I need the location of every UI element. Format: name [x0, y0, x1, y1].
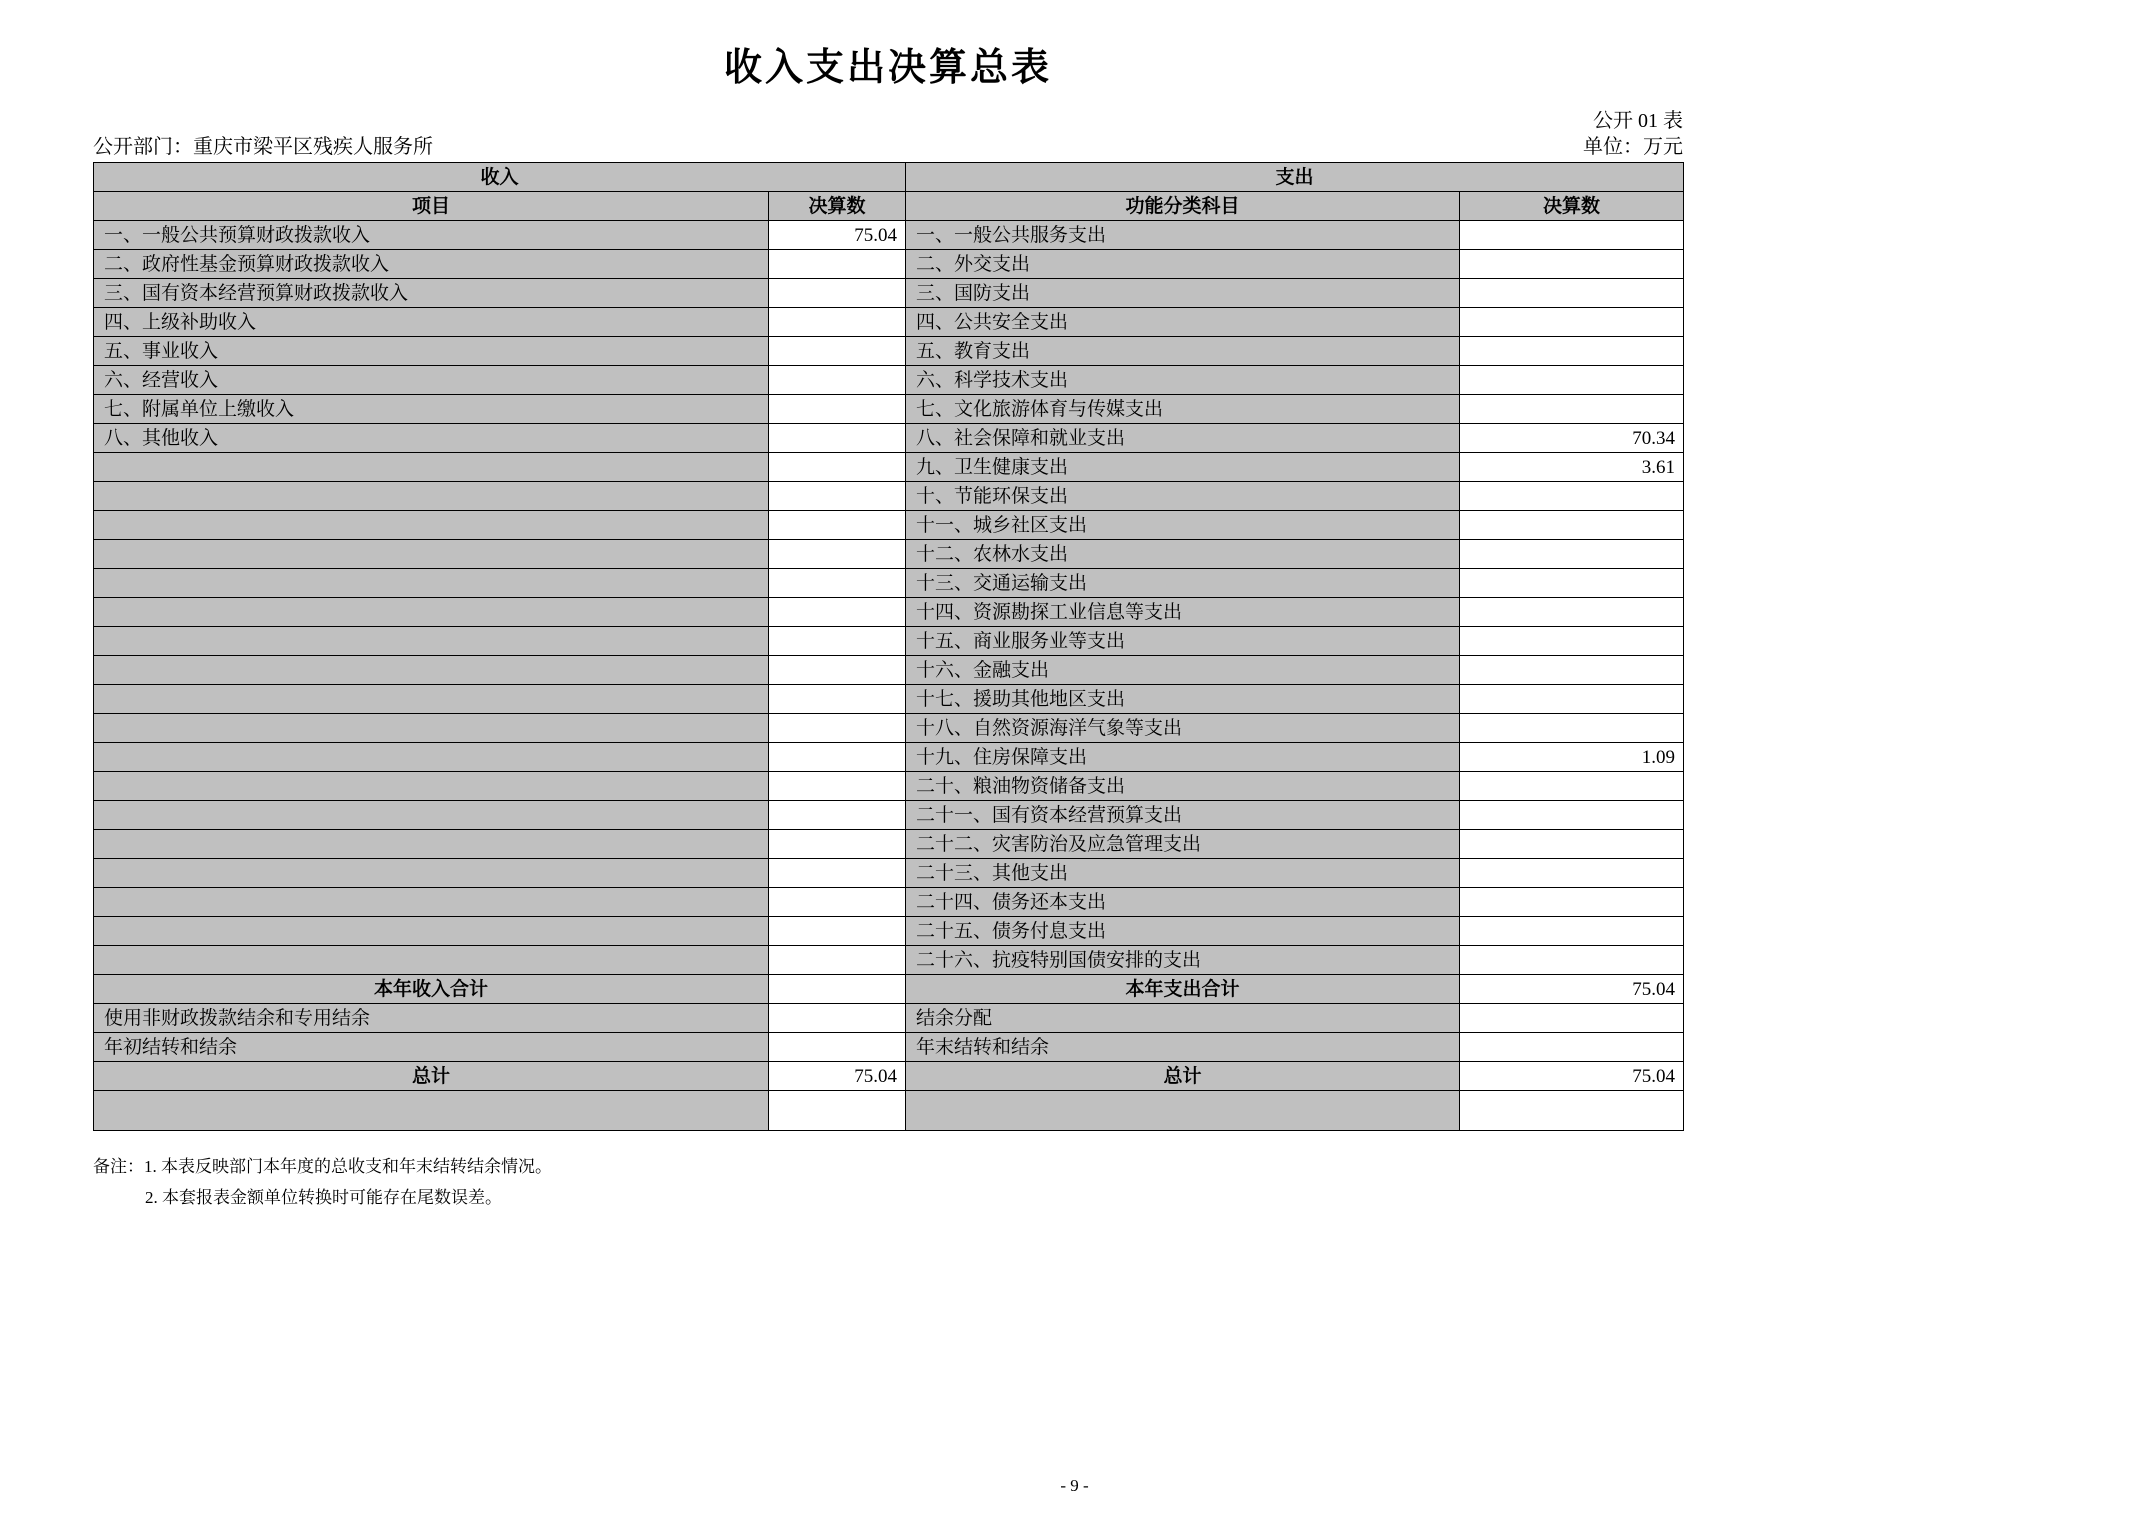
expense-item-cell: 九、卫生健康支出 [906, 453, 1460, 482]
income-amount-cell [769, 569, 906, 598]
income-item-cell [94, 772, 769, 801]
income-amount-cell [769, 685, 906, 714]
page-title: 收入支出决算总表 [723, 47, 1052, 89]
income-amount-cell [769, 830, 906, 859]
unit-label: 单位：万元 [1583, 136, 1683, 158]
expense-item-cell: 二、外交支出 [906, 250, 1460, 279]
expense-item-cell: 十八、自然资源海洋气象等支出 [906, 714, 1460, 743]
expense-item-cell: 十六、金融支出 [906, 656, 1460, 685]
income-item-cell [94, 714, 769, 743]
table-row [94, 569, 1684, 598]
expense-amount-cell: 3.61 [1460, 453, 1684, 482]
expense-amount-cell [1460, 859, 1684, 888]
income-amount-cell [769, 279, 906, 308]
income-item-cell [94, 569, 769, 598]
income-item-cell [94, 627, 769, 656]
income-amount-cell [769, 1033, 906, 1062]
income-amount-cell [769, 859, 906, 888]
expense-amount-cell [1460, 1004, 1684, 1033]
expense-item-cell: 二十、粮油物资储备支出 [906, 772, 1460, 801]
expense-amount-cell: 75.04 [1460, 1062, 1684, 1091]
expense-item-cell: 三、国防支出 [906, 279, 1460, 308]
expense-amount-cell: 75.04 [1460, 975, 1684, 1004]
expense-amount-cell [1460, 801, 1684, 830]
page-number: - 9 - [1060, 1476, 1089, 1495]
expense-amount-cell [1460, 830, 1684, 859]
income-item-cell [94, 859, 769, 888]
expense-item-cell: 四、公共安全支出 [906, 308, 1460, 337]
table-row [94, 627, 1684, 656]
table-row [94, 308, 1684, 337]
income-amount-cell [769, 337, 906, 366]
table-row [94, 772, 1684, 801]
table-body [94, 221, 1684, 1131]
table-row [94, 859, 1684, 888]
expense-item-cell: 五、教育支出 [906, 337, 1460, 366]
expense-amount-cell [1460, 685, 1684, 714]
expense-amount-cell [1460, 250, 1684, 279]
expense-amount-cell [1460, 917, 1684, 946]
income-amount-cell: 75.04 [769, 221, 906, 250]
table-row [94, 1062, 1684, 1091]
table-row [94, 337, 1684, 366]
expense-amount-cell: 70.34 [1460, 424, 1684, 453]
table-row [94, 366, 1684, 395]
expense-item-cell: 十一、城乡社区支出 [906, 511, 1460, 540]
table-row [94, 250, 1684, 279]
expense-amount-cell [1460, 946, 1684, 975]
table-row [94, 1091, 1684, 1131]
expense-amount-cell [1460, 772, 1684, 801]
income-item-column-header: 项目 [94, 192, 769, 221]
expense-item-cell: 二十六、抗疫特别国债安排的支出 [906, 946, 1460, 975]
expense-item-cell: 二十五、债务付息支出 [906, 917, 1460, 946]
income-item-cell [94, 656, 769, 685]
table-row [94, 656, 1684, 685]
expense-item-cell: 二十三、其他支出 [906, 859, 1460, 888]
income-amount-cell [769, 888, 906, 917]
expense-amount-cell [1460, 337, 1684, 366]
income-section-header: 收入 [94, 163, 906, 192]
income-amount-cell [769, 801, 906, 830]
income-item-cell [94, 743, 769, 772]
expense-amount-cell [1460, 511, 1684, 540]
income-item-cell: 本年收入合计 [94, 975, 769, 1004]
income-amount-cell [769, 424, 906, 453]
table-row [94, 482, 1684, 511]
income-item-cell [94, 946, 769, 975]
income-amount-cell [769, 975, 906, 1004]
expense-item-cell: 十三、交通运输支出 [906, 569, 1460, 598]
table-row [94, 395, 1684, 424]
expense-item-cell: 本年支出合计 [906, 975, 1460, 1004]
income-item-cell [94, 598, 769, 627]
income-amount-cell [769, 308, 906, 337]
table-row [94, 917, 1684, 946]
income-item-cell: 五、事业收入 [94, 337, 769, 366]
expense-amount-cell [1460, 1091, 1684, 1131]
expense-item-cell: 十九、住房保障支出 [906, 743, 1460, 772]
income-amount-cell [769, 250, 906, 279]
expense-amount-cell [1460, 221, 1684, 250]
income-item-cell: 年初结转和结余 [94, 1033, 769, 1062]
income-amount-cell [769, 1091, 906, 1131]
income-item-cell [94, 1091, 769, 1131]
table-row [94, 540, 1684, 569]
income-item-cell: 七、附属单位上缴收入 [94, 395, 769, 424]
column-header-row [94, 192, 1684, 221]
income-item-cell: 八、其他收入 [94, 424, 769, 453]
income-item-cell: 三、国有资本经营预算财政拨款收入 [94, 279, 769, 308]
meta-row [93, 134, 1683, 160]
table-row [94, 598, 1684, 627]
expense-amount-cell [1460, 395, 1684, 424]
income-item-cell [94, 453, 769, 482]
expense-item-cell [906, 1091, 1460, 1131]
income-item-cell [94, 511, 769, 540]
expense-item-column-header: 功能分类科目 [906, 192, 1460, 221]
expense-amount-cell [1460, 888, 1684, 917]
income-amount-cell [769, 772, 906, 801]
expense-amount-cell [1460, 540, 1684, 569]
expense-amount-cell [1460, 598, 1684, 627]
income-amount-cell [769, 511, 906, 540]
expense-item-cell: 八、社会保障和就业支出 [906, 424, 1460, 453]
note-line: 2. 本套报表金额单位转换时可能存在尾数误差。 [145, 1188, 502, 1207]
document-sheet [93, 44, 1683, 1213]
income-item-cell [94, 917, 769, 946]
income-amount-cell [769, 482, 906, 511]
income-item-cell: 六、经营收入 [94, 366, 769, 395]
table-row [94, 221, 1684, 250]
expense-item-cell: 十七、援助其他地区支出 [906, 685, 1460, 714]
expense-amount-cell [1460, 569, 1684, 598]
expense-amount-cell [1460, 279, 1684, 308]
table-row [94, 946, 1684, 975]
notes-block [93, 1151, 1683, 1213]
table-row [94, 888, 1684, 917]
expense-amount-cell [1460, 1033, 1684, 1062]
income-amount-cell [769, 917, 906, 946]
expense-item-cell: 十、节能环保支出 [906, 482, 1460, 511]
expense-item-cell: 二十一、国有资本经营预算支出 [906, 801, 1460, 830]
expense-item-cell: 结余分配 [906, 1004, 1460, 1033]
expense-item-cell: 一、一般公共服务支出 [906, 221, 1460, 250]
table-row [94, 714, 1684, 743]
income-item-cell: 总计 [94, 1062, 769, 1091]
table-row [94, 685, 1684, 714]
table-row [94, 511, 1684, 540]
note-line: 备注：1. 本表反映部门本年度的总收支和年末结转结余情况。 [93, 1157, 552, 1176]
budget-summary-table [93, 162, 1684, 1131]
expense-amount-cell [1460, 714, 1684, 743]
expense-amount-cell: 1.09 [1460, 743, 1684, 772]
expense-amount-cell [1460, 308, 1684, 337]
income-amount-cell: 75.04 [769, 1062, 906, 1091]
department-label: 公开部门：重庆市梁平区残疾人服务所 [93, 136, 433, 158]
expense-section-header: 支出 [906, 163, 1684, 192]
table-row [94, 453, 1684, 482]
income-item-cell [94, 482, 769, 511]
expense-item-cell: 六、科学技术支出 [906, 366, 1460, 395]
expense-amount-cell [1460, 366, 1684, 395]
section-header-row [94, 163, 1684, 192]
table-row [94, 1033, 1684, 1062]
income-item-cell [94, 685, 769, 714]
income-amount-cell [769, 395, 906, 424]
expense-item-cell: 十二、农林水支出 [906, 540, 1460, 569]
income-amount-cell [769, 656, 906, 685]
expense-item-cell: 二十四、债务还本支出 [906, 888, 1460, 917]
expense-amount-cell [1460, 482, 1684, 511]
income-item-cell [94, 801, 769, 830]
income-item-cell: 四、上级补助收入 [94, 308, 769, 337]
income-amount-cell [769, 1004, 906, 1033]
table-row [94, 1004, 1684, 1033]
table-row [94, 975, 1684, 1004]
table-code-label: 公开 01 表 [1593, 110, 1683, 132]
expense-item-cell: 十四、资源勘探工业信息等支出 [906, 598, 1460, 627]
expense-item-cell: 二十二、灾害防治及应急管理支出 [906, 830, 1460, 859]
table-row [94, 743, 1684, 772]
income-amount-cell [769, 540, 906, 569]
income-amount-cell [769, 627, 906, 656]
income-amount-cell [769, 743, 906, 772]
table-row [94, 830, 1684, 859]
income-amount-cell [769, 453, 906, 482]
table-row [94, 424, 1684, 453]
income-amount-cell [769, 598, 906, 627]
expense-amount-column-header: 决算数 [1460, 192, 1684, 221]
expense-item-cell: 七、文化旅游体育与传媒支出 [906, 395, 1460, 424]
income-item-cell: 一、一般公共预算财政拨款收入 [94, 221, 769, 250]
income-amount-cell [769, 714, 906, 743]
expense-amount-cell [1460, 627, 1684, 656]
table-row [94, 801, 1684, 830]
income-amount-cell [769, 366, 906, 395]
income-item-cell: 二、政府性基金预算财政拨款收入 [94, 250, 769, 279]
income-item-cell [94, 540, 769, 569]
income-item-cell: 使用非财政拨款结余和专用结余 [94, 1004, 769, 1033]
expense-item-cell: 十五、商业服务业等支出 [906, 627, 1460, 656]
expense-item-cell: 总计 [906, 1062, 1460, 1091]
income-amount-cell [769, 946, 906, 975]
income-amount-column-header: 决算数 [769, 192, 906, 221]
table-row [94, 279, 1684, 308]
income-item-cell [94, 888, 769, 917]
expense-item-cell: 年末结转和结余 [906, 1033, 1460, 1062]
income-item-cell [94, 830, 769, 859]
expense-amount-cell [1460, 656, 1684, 685]
